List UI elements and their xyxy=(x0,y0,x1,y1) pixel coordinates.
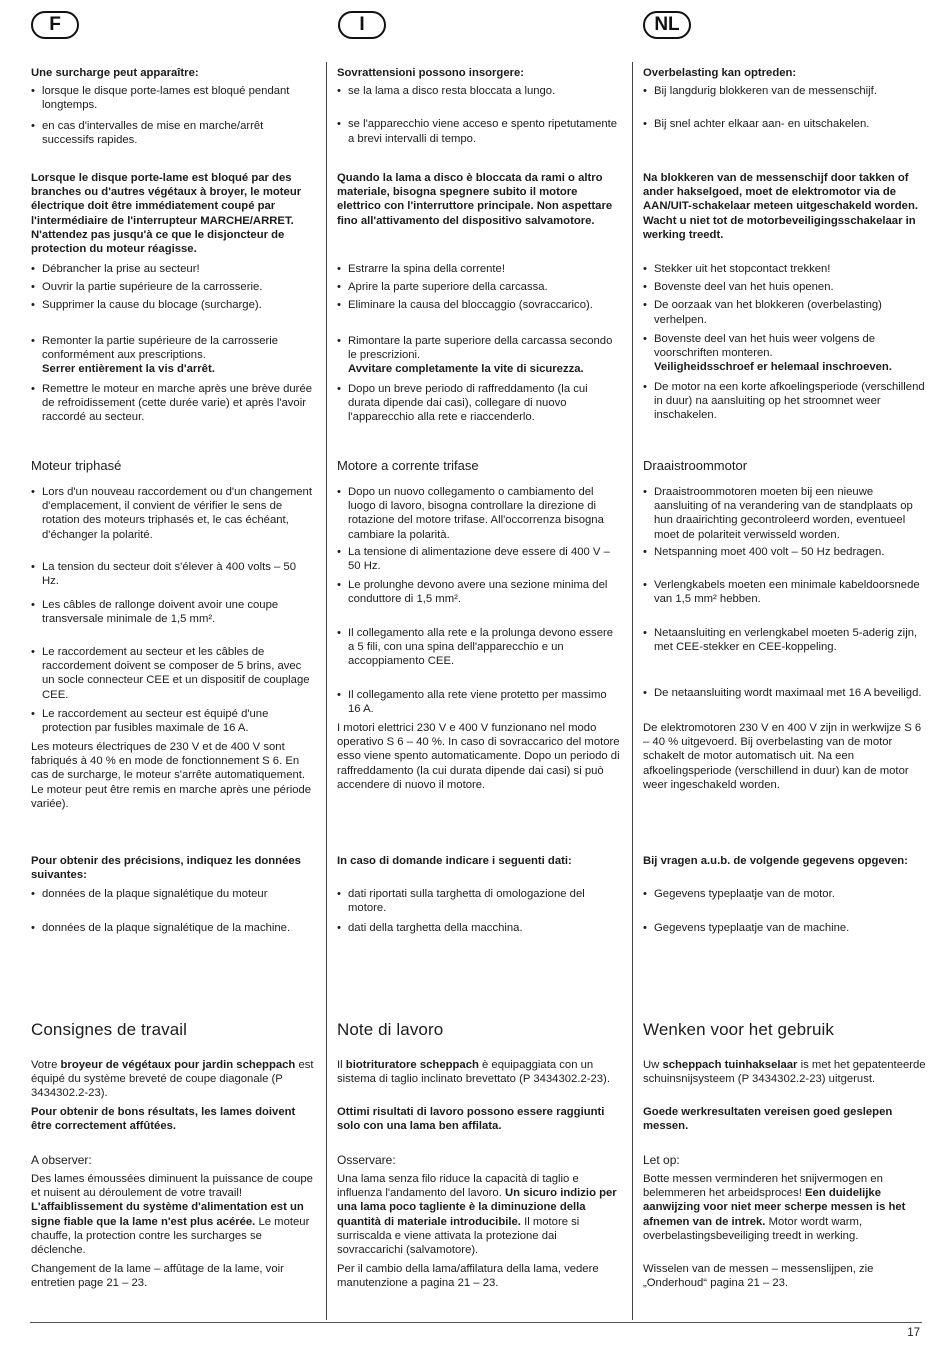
steps-section xyxy=(643,262,928,327)
overload-section xyxy=(31,66,316,147)
observe-title: A observer: xyxy=(31,1153,92,1167)
list-item: • La tension du secteur doit s'élever à 400 volts – 50 Hz. xyxy=(31,560,316,588)
observe-paragraph-1 xyxy=(643,1172,928,1243)
column-divider-right xyxy=(632,62,633,1320)
remount-text: Bovenste deel van het huis weer volgens de voorschriften monteren. xyxy=(654,333,876,360)
list-item: • De motor na een korte afkoelingsperiode (verschillend in duur) na aansluiting op het stroomnet weer inschakelen. xyxy=(643,380,928,423)
three-phase-title: Moteur triphasé xyxy=(31,458,122,473)
list-item: • La tensione di alimentazione deve essere di 400 V – 50 Hz. xyxy=(337,545,622,573)
tp-item-3 xyxy=(643,578,928,606)
list-item: • Remettre le moteur en marche après une brève durée de refroidissement (cette durée varie) et après l'avoir raccordé au secteur. xyxy=(31,382,316,425)
observe-paragraph-2: Wisselen van de messen – messenslijpen, zie „Onderhoud“ pagina 21 – 23. xyxy=(643,1263,874,1290)
tp-item-1 xyxy=(31,485,316,542)
list-item: • Le raccordement au secteur est équipé d'une protection par fusibles maximale de 16 A. xyxy=(31,707,316,735)
work-paragraph-2: Ottimi risultati di lavoro possono essere raggiunti solo con una lama ben affilata. xyxy=(337,1106,605,1133)
observe-paragraph-1 xyxy=(31,1172,316,1257)
tp-item-1 xyxy=(643,485,928,542)
tp-item-4 xyxy=(337,626,622,669)
list-item: • se l'apparecchio viene acceso e spento ripetutamente a brevi intervalli di tempo. xyxy=(337,117,622,145)
work-paragraph-2: Pour obtenir de bons résultats, les lames doivent être correctement affûtées. xyxy=(31,1106,296,1133)
list-item: • Il collegamento alla rete e la prolunga devono essere a 5 fili, con una spina dell'apparecchio e un accoppiamento CEE. xyxy=(337,626,622,669)
list-item: • Draaistroommotoren moeten bij een nieuwe aansluiting of na verandering van de standplaats op hun draairichting gecontroleerd worden, eventueel moet de polariteit verwisseld worden. xyxy=(643,485,928,542)
remount-bold: Avvitare completamente la vite di sicurezza. xyxy=(348,363,584,376)
work-title: Note di lavoro xyxy=(337,1020,444,1039)
bottom-rule xyxy=(30,1322,922,1323)
tp-item-3 xyxy=(337,578,622,606)
list-item: • Gegevens typeplaatje van de motor. xyxy=(643,887,928,901)
tp-paragraph: Les moteurs électriques de 230 V et de 400 V sont fabriqués à 40 % en mode de fonctionnement S 6. En cas de surcharge, le moteur s'arrête automatiquement. Le moteur peut être remis en marche après une période variée). xyxy=(31,741,312,810)
tp-item-2 xyxy=(337,545,622,573)
steps-section xyxy=(31,262,316,313)
work-p1-c: è equipaggiata con un sistema di taglio inclinato brevettato (P 3434302.2-23). xyxy=(337,1059,610,1086)
observe-title: Osservare: xyxy=(337,1153,396,1167)
observe-p1: Una lama senza filo riduce la capacità di taglio e influenza l'andamento del lavoro. xyxy=(337,1173,579,1200)
list-item: • Bij snel achter elkaar aan- en uitschakelen. xyxy=(643,117,928,131)
list-item: • dati della targhetta della macchina. xyxy=(337,921,622,935)
list-item: • lorsque le disque porte-lames est bloqué pendant longtemps. xyxy=(31,84,316,112)
remount-bold: Veiligheidsschroef er helemaal inschroeven. xyxy=(654,361,892,374)
remount-list xyxy=(337,334,622,424)
details-title: Bij vragen a.u.b. de volgende gegevens opgeven: xyxy=(643,855,908,867)
overload-list xyxy=(643,84,928,131)
overload-section xyxy=(337,66,622,146)
tp-paragraph: I motori elettrici 230 V e 400 V funzionano nel modo operativo S 6 – 40 %. In caso di sovraccarico del motore esso viene spento automaticamente. Dopo un periodo di raffreddamento (la cui durata dipende dai casi) si può accendere di nuovo il motore. xyxy=(337,722,620,791)
work-p1-a: Uw xyxy=(643,1059,663,1071)
work-paragraph-1 xyxy=(31,1058,316,1101)
list-item: • données de la plaque signalétique du moteur xyxy=(31,887,316,901)
observe-paragraph-1 xyxy=(337,1172,622,1257)
blocked-warning: Na blokkeren van de messenschijf door takken of ander hakselgoed, moet de elektromotor via de AAN/UIT-schakelaar meteen uitgeschakeld worden. Wacht u niet tot de motorbeveiligingsschakelaar in werking treedt. xyxy=(643,172,918,241)
remount-list xyxy=(31,334,316,424)
observe-title: Let op: xyxy=(643,1153,680,1167)
work-p1-a: Il xyxy=(337,1059,346,1071)
details-title: In caso di domande indicare i seguenti dati: xyxy=(337,855,572,867)
remount-text: Rimontare la parte superiore della carcassa secondo le prescrizioni. xyxy=(348,335,613,362)
tp-item-3 xyxy=(31,598,316,626)
language-badge-fr: F xyxy=(31,11,79,39)
work-paragraph-2: Goede werkresultaten vereisen goed geslepen messen. xyxy=(643,1106,893,1133)
details-title: Pour obtenir des précisions, indiquez les données suivantes: xyxy=(31,855,301,882)
observe-p1-bold: Un sicuro indizio per una lama poco tagliente è la diminuzione della quantità di materiale introducibile. xyxy=(337,1187,617,1228)
tp-item-4 xyxy=(31,645,316,702)
steps-list xyxy=(31,262,316,313)
tp-paragraph: De elektromotoren 230 V en 400 V zijn in werkwijze S 6 – 40 % uitgevoerd. Bij overbelasting van de motor schakelt de motor automatisch uit. Na een afkoelingsperiode (verschillend in duur) kan de motor weer ingeschakeld worden. xyxy=(643,722,922,791)
list-item: • Lors d'un nouveau raccordement ou d'un changement d'emplacement, il convient de vérifier le sens de rotation des moteurs triphasés et, le cas échéant, d'échanger la polarité. xyxy=(31,485,316,542)
work-paragraph-1 xyxy=(643,1058,928,1086)
work-p1-a: Votre xyxy=(31,1059,61,1071)
list-item: • Netaansluiting en verlengkabel moeten 5-aderig zijn, met CEE-stekker en CEE-koppeling. xyxy=(643,626,928,654)
work-paragraph-1 xyxy=(337,1058,622,1086)
list-item: • Eliminare la causa del bloccaggio (sovraccarico). xyxy=(337,298,622,312)
list-item: • Il collegamento alla rete viene protetto per massimo 16 A. xyxy=(337,688,622,716)
work-title: Wenken voor het gebruik xyxy=(643,1020,834,1039)
remount-text: Remonter la partie supérieure de la carrosserie conformément aux prescriptions. xyxy=(42,335,279,362)
steps-list xyxy=(337,262,622,313)
work-title: Consignes de travail xyxy=(31,1020,188,1039)
list-item: • Le prolunghe devono avere una sezione minima del conduttore di 1,5 mm². xyxy=(337,578,622,606)
observe-p1-end: Il motore si surriscalda e viene attivata la protezione dai sovraccarichi (salvamotore). xyxy=(337,1215,580,1257)
observe-p1-bold: Een duidelijke aanwijzing voor niet meer scherpe messen is het afnemen van de intrek. xyxy=(643,1187,906,1228)
overload-title: Une surcharge peut apparaître: xyxy=(31,67,199,79)
remount-section xyxy=(337,334,622,424)
list-item: • Verlengkabels moeten een minimale kabeldoorsnede van 1,5 mm² hebben. xyxy=(643,578,928,606)
three-phase-title: Motore a corrente trifase xyxy=(337,458,479,473)
list-item: • Bovenste deel van het huis openen. xyxy=(643,280,928,294)
work-p1-c: est équipé du système breveté de coupe diagonale (P 3434302.2-23). xyxy=(31,1059,314,1100)
details-2 xyxy=(337,921,622,935)
details-2 xyxy=(31,921,316,935)
steps-section xyxy=(337,262,622,313)
overload-list xyxy=(31,84,316,147)
observe-p1: Des lames émoussées diminuent la puissance de coupe et nuisent au déroulement de votre travail! xyxy=(31,1173,313,1200)
blocked-warning: Quando la lama a disco è bloccata da rami o altro materiale, bisogna spegnere subito il motore elettrico con l'interruttore principale. Non aspettare fino all'attivamento del dispositivo salvamotore. xyxy=(337,172,613,227)
details-2 xyxy=(643,921,928,935)
list-item: • se la lama a disco resta bloccata a lungo. xyxy=(337,84,622,98)
list-item: • Estrarre la spina della corrente! xyxy=(337,262,622,276)
list-item: • De netaansluiting wordt maximaal met 16 A beveiligd. xyxy=(643,686,928,700)
list-item: • données de la plaque signalétique de la machine. xyxy=(31,921,316,935)
details-1 xyxy=(337,887,622,915)
list-item: • Dopo un nuovo collegamento o cambiamento del luogo di lavoro, bisogna controllare la direzione di rotazione del motore trifase. All'occorrenza bisogna cambiare la polarità. xyxy=(337,485,622,542)
list-item: • Bij langdurig blokkeren van de messenschijf. xyxy=(643,84,928,98)
details-1 xyxy=(643,887,928,901)
column-divider-left xyxy=(326,62,327,1320)
observe-paragraph-2: Changement de la lame – affûtage de la lame, voir entretien page 21 – 23. xyxy=(31,1263,284,1290)
tp-item-2 xyxy=(643,545,928,559)
remount-list xyxy=(643,332,928,422)
list-item xyxy=(337,334,622,377)
brand-name: scheppach tuinhakselaar xyxy=(662,1059,798,1071)
list-item: • Ouvrir la partie supérieure de la carrosserie. xyxy=(31,280,316,294)
list-item: • dati riportati sulla targhetta di omologazione del motore. xyxy=(337,887,622,915)
observe-p1-end: Motor wordt warm, overbelastingsbeveiliging treedt in werking. xyxy=(643,1215,863,1242)
observe-paragraph-2: Per il cambio della lama/affilatura della lama, vedere manutenzione a pagina 21 – 23. xyxy=(337,1263,599,1290)
brand-name: biotrituratore scheppach xyxy=(345,1059,479,1071)
details-1 xyxy=(31,887,316,901)
list-item: • Débrancher la prise au secteur! xyxy=(31,262,316,276)
blocked-warning: Lorsque le disque porte-lame est bloqué par des branches ou d'autres végétaux à broyer, le moteur électrique doit être immédiatement coupé par l'intermédiaire de l'interrupteur MARCHE/ARRET. N'attendez pas jusqu'à ce que le disjoncteur de protection du moteur réagisse. xyxy=(31,172,302,256)
tp-item-5 xyxy=(643,686,928,700)
list-item: • en cas d'intervalles de mise en marche/arrêt successifs rapides. xyxy=(31,119,316,147)
overload-section xyxy=(643,66,928,132)
tp-item-2 xyxy=(31,560,316,588)
list-item: • Gegevens typeplaatje van de machine. xyxy=(643,921,928,935)
list-item: • Dopo un breve periodo di raffreddamento (la cui durata dipende dai casi), collegare di nuovo l'apparecchio alla rete e riaccenderlo. xyxy=(337,382,622,425)
overload-list xyxy=(337,84,622,146)
remount-bold: Serrer entièrement la vis d'arrêt. xyxy=(42,363,215,376)
tp-item-1 xyxy=(337,485,622,542)
observe-p1-end: Le moteur chauffe, la protection contre les surcharges se déclenche. xyxy=(31,1215,310,1257)
remount-section xyxy=(643,332,928,422)
three-phase-title: Draaistroommotor xyxy=(643,458,748,473)
list-item: • Aprire la parte superiore della carcassa. xyxy=(337,280,622,294)
language-badge-nl: NL xyxy=(643,11,691,39)
list-item: • Le raccordement au secteur et les câbles de raccordement doivent se composer de 5 brins, avec un socle connecteur CEE et un dispositif de couplage CEE. xyxy=(31,645,316,702)
tp-item-4 xyxy=(643,626,928,654)
language-badge-it: I xyxy=(338,11,386,39)
overload-title: Overbelasting kan optreden: xyxy=(643,67,797,79)
work-p1-c: is met het gepatenteerde schuinsnijsysteem (P 3434302.2-23) uitgerust. xyxy=(643,1059,926,1086)
steps-list xyxy=(643,262,928,327)
list-item: • Les câbles de rallonge doivent avoir une coupe transversale minimale de 1,5 mm². xyxy=(31,598,316,626)
overload-title: Sovrattensioni possono insorgere: xyxy=(337,67,525,79)
observe-p1: Botte messen verminderen het snijvermogen en belemmeren het arbeidsproces! xyxy=(643,1173,883,1200)
list-item xyxy=(643,332,928,375)
page-number: 17 xyxy=(907,1327,920,1339)
list-item: • Netspanning moet 400 volt – 50 Hz bedragen. xyxy=(643,545,928,559)
list-item: • Stekker uit het stopcontact trekken! xyxy=(643,262,928,276)
brand-name: broyeur de végétaux pour jardin scheppach xyxy=(60,1059,296,1071)
list-item xyxy=(31,334,316,377)
tp-item-5 xyxy=(337,688,622,716)
observe-p1-bold: L'affaiblissement du système d'alimentation est un signe fiable que la lame n'est plus acérée. xyxy=(31,1201,304,1228)
remount-section xyxy=(31,334,316,424)
list-item: • Supprimer la cause du blocage (surcharge). xyxy=(31,298,316,312)
tp-item-5 xyxy=(31,707,316,735)
list-item: • De oorzaak van het blokkeren (overbelasting) verhelpen. xyxy=(643,298,928,326)
